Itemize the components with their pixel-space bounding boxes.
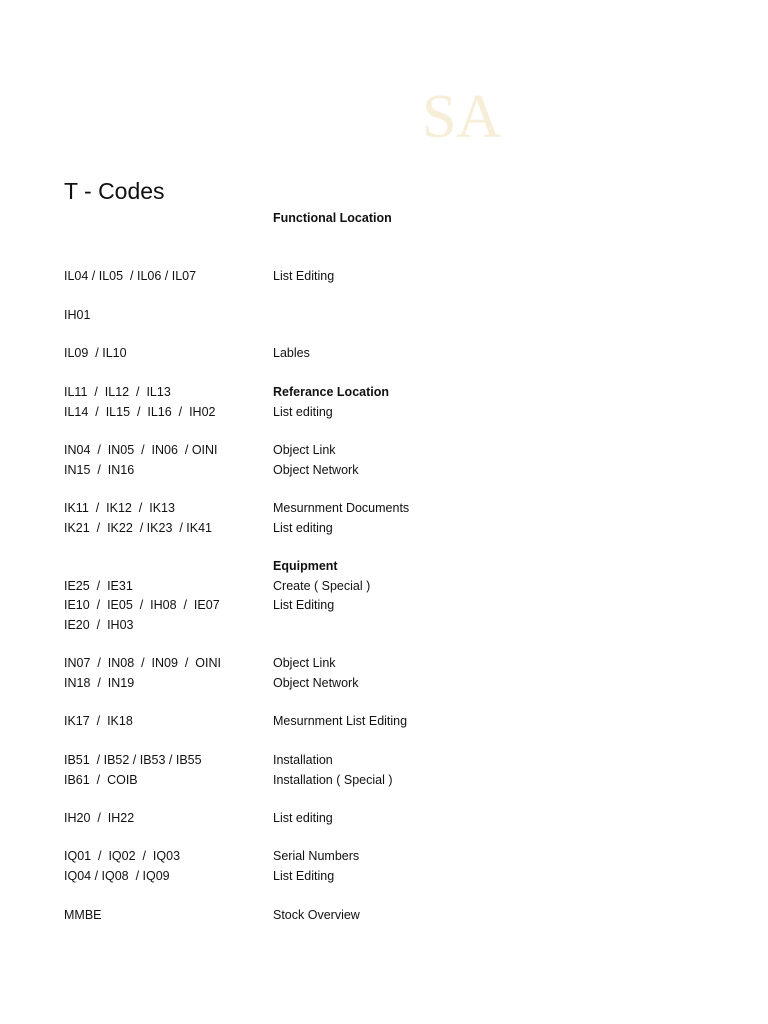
tcode-row [0,905,768,925]
tcode-code: IB51 / IB52 / IB53 / IB55 [64,753,202,767]
tcode-code: IQ04 / IQ08 / IQ09 [64,869,170,883]
tcode-row [0,615,768,635]
tcode-row [0,556,768,576]
tcode-description: Functional Location [273,211,392,225]
tcode-row [0,866,768,886]
tcode-description: Referance Location [273,385,390,399]
tcode-code: IK21 / IK22 / IK23 / IK41 [64,521,213,535]
tcode-description: Installation ( Special ) [273,773,393,787]
tcode-row [0,711,768,731]
tcode-row [0,673,768,693]
tcode-description: Installation [273,753,333,767]
tcode-code: IN18 / IN19 [64,676,135,690]
tcode-row [0,440,768,460]
tcode-row [0,498,768,518]
tcode-row [0,382,768,402]
tcode-row [0,653,768,673]
tcode-description: Mesurnment Documents [273,501,410,515]
tcode-code: IN07 / IN08 / IN09 / OINI [64,656,222,670]
tcode-description: List Editing [273,269,335,283]
tcode-description: Mesurnment List Editing [273,714,408,728]
tcode-code: IE20 / IH03 [64,618,134,632]
tcode-description: List editing [273,405,333,419]
tcode-row [0,846,768,866]
tcode-code: MMBE [64,908,102,922]
tcode-row [0,343,768,363]
tcode-code: IL04 / IL05 / IL06 / IL07 [64,269,197,283]
tcode-description: List editing [273,811,333,825]
tcode-description: Equipment [273,559,338,573]
tcode-code: IB61 / COIB [64,773,138,787]
tcode-row [0,305,768,325]
tcode-row [0,402,768,422]
tcode-row [0,770,768,790]
tcode-code: IL09 / IL10 [64,346,127,360]
tcode-code: IL11 / IL12 / IL13 [64,385,171,399]
tcode-description: List Editing [273,869,335,883]
tcode-code: IE25 / IE31 [64,579,133,593]
tcode-code: IN15 / IN16 [64,463,135,477]
tcode-row [0,595,768,615]
tcode-description: Lables [273,346,310,360]
tcode-description: Object Network [273,463,359,477]
tcode-description: List editing [273,521,333,535]
tcode-description: Stock Overview [273,908,360,922]
tcode-row [0,576,768,596]
tcode-code: IK11 / IK12 / IK13 [64,501,175,515]
tcode-row [0,518,768,538]
tcode-code: IH20 / IH22 [64,811,135,825]
tcode-code: IH01 [64,308,91,322]
tcode-code: IQ01 / IQ02 / IQ03 [64,849,181,863]
tcode-description: Serial Numbers [273,849,360,863]
tcode-row [0,750,768,770]
tcode-row [0,460,768,480]
tcode-row [0,808,768,828]
tcode-code: IN04 / IN05 / IN06 / OINI [64,443,218,457]
tcode-row [0,266,768,286]
tcode-description: List Editing [273,598,335,612]
page-title: T - Codes [64,178,165,204]
tcode-row [0,208,768,228]
tcode-description: Create ( Special ) [273,579,371,593]
tcode-description: Object Link [273,443,336,457]
tcode-code: IE10 / IE05 / IH08 / IE07 [64,598,220,612]
watermark-logo: SA [422,83,502,151]
tcode-description: Object Network [273,676,359,690]
tcode-code: IK17 / IK18 [64,714,133,728]
tcode-code: IL14 / IL15 / IL16 / IH02 [64,405,216,419]
tcode-description: Object Link [273,656,336,670]
